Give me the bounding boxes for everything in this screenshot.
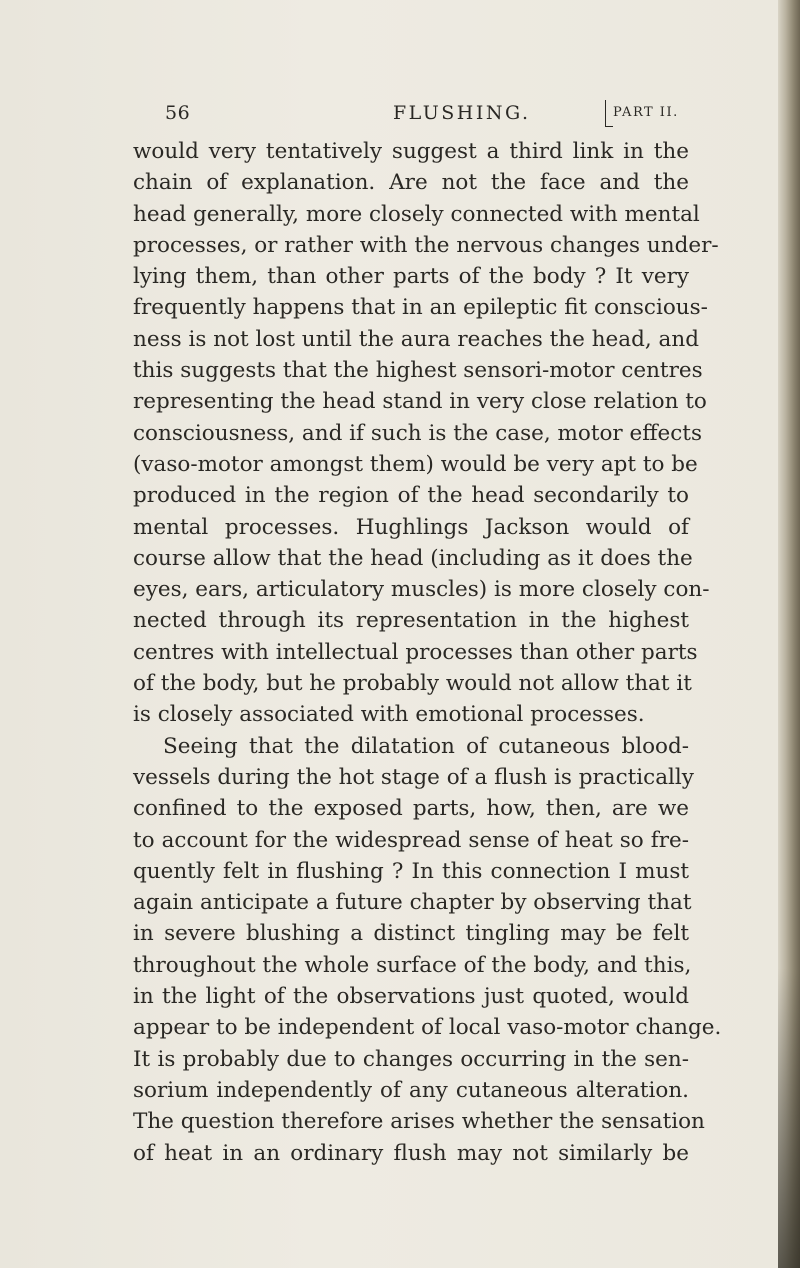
text-line: is closely associated with emotional processes. [133,702,645,728]
text-line: sorium independently of any cutaneous alteration. [133,1077,689,1103]
text-line: to account for the widespread sense of heat so fre- [133,827,689,853]
text-line: of heat in an ordinary flush may not similarly be [133,1140,689,1166]
text-line: ness is not lost until the aura reaches the head, and [133,326,699,352]
text-line: The question therefore arises whether the sensation [133,1109,705,1135]
text-line: again anticipate a future chapter by observing that [133,890,692,916]
text-line: confined to the exposed parts, how, then, are we [133,796,689,822]
part-bracket [605,100,613,127]
running-head [165,100,685,130]
text-line: processes, or rather with the nervous changes under- [133,232,719,258]
book-binding-edge [778,0,800,1268]
text-line: centres with intellectual processes than other parts [133,639,698,665]
body-text [133,136,722,1169]
text-line: lying them, than other parts of the body ? It very [133,264,689,290]
text-line: this suggests that the highest sensori-motor centres [133,358,703,384]
page-number: 56 [165,102,191,124]
text-line: (vaso-motor amongst them) would be very apt to be [133,451,698,477]
text-line: mental processes. Hughlings Jackson would of [133,514,689,540]
text-line: course allow that the head (including as it does the [133,545,693,571]
text-line: representing the head stand in very close relation to [133,389,707,415]
text-line: produced in the region of the head secondarily to [133,483,689,509]
section-title: FLUSHING. [393,102,531,124]
text-line: appear to be independent of local vaso-motor change. [133,1015,722,1041]
text-line: in the light of the observations just quoted, would [133,984,689,1010]
text-line: Seeing that the dilatation of cutaneous blood- [163,733,689,759]
text-line: It is probably due to changes occurring in the sen- [133,1046,689,1072]
text-line: throughout the whole surface of the body, and this, [133,952,692,978]
text-line: consciousness, and if such is the case, motor effects [133,420,702,446]
text-line: would very tentatively suggest a third link in the [133,139,689,164]
text-line: in severe blushing a distinct tingling may be felt [133,921,689,947]
text-line: nected through its representation in the highest [133,608,689,634]
text-line: vessels during the hot stage of a flush is practically [133,764,694,790]
text-line: eyes, ears, articulatory muscles) is more closely con- [133,577,710,603]
text-line: of the body, but he probably would not allow that it [133,671,692,697]
text-line: quently felt in flushing ? In this connection I must [133,858,689,884]
text-line: head generally, more closely connected with mental [133,201,700,227]
part-label: PART II. [613,105,679,120]
text-line: chain of explanation. Are not the face and the [133,170,689,196]
text-line: frequently happens that in an epileptic fit conscious- [133,295,708,321]
